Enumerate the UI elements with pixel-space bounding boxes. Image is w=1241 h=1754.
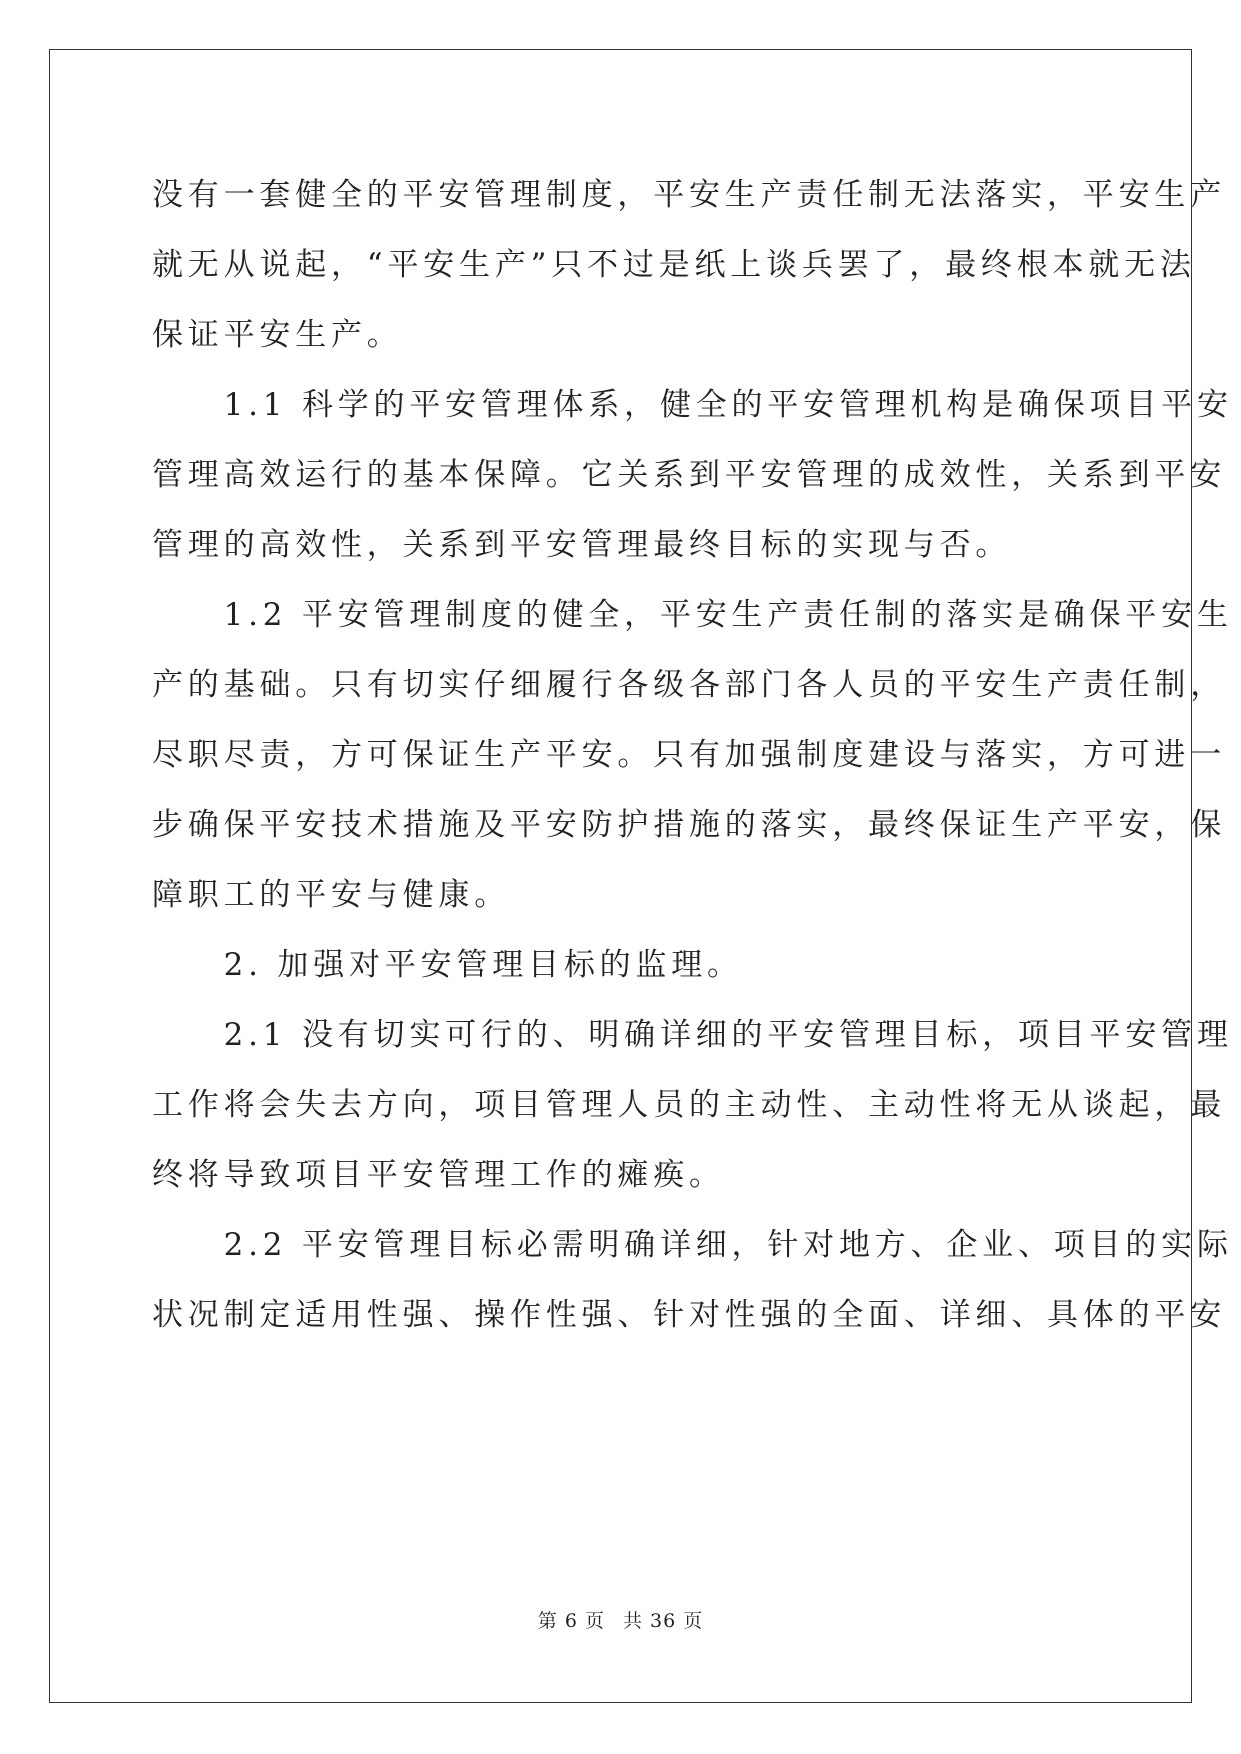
text-line: 管理的高效性，关系到平安管理最终目标的实现与否。: [152, 527, 1012, 563]
text-line: 尽职尽责，方可保证生产平安。只有加强制度建设与落实，方可进一: [152, 737, 1226, 773]
text-line: 工作将会失去方向，项目管理人员的主动性、主动性将无从谈起，最: [152, 1087, 1226, 1123]
text-line: 产的基础。只有切实仔细履行各级各部门各人员的平安生产责任制，: [152, 667, 1226, 703]
page-number: 第 6 页: [537, 1610, 605, 1632]
page-footer: [0, 1606, 1241, 1633]
text-line: 1.1 科学的平安管理体系，健全的平安管理机构是确保项目平安: [152, 387, 1233, 423]
text-line: 2. 加强对平安管理目标的监理。: [152, 947, 743, 983]
text-line: 障职工的平安与健康。: [152, 877, 510, 913]
text-line: 1.2 平安管理制度的健全，平安生产责任制的落实是确保平安生: [152, 597, 1233, 633]
text-line: 步确保平安技术措施及平安防护措施的落实，最终保证生产平安，保: [152, 807, 1226, 843]
text-line: 终将导致项目平安管理工作的瘫痪。: [152, 1157, 725, 1193]
text-line: 2.1 没有切实可行的、明确详细的平安管理目标，项目平安管理: [152, 1017, 1233, 1053]
text-line: 没有一套健全的平安管理制度，平安生产责任制无法落实，平安生产: [152, 177, 1226, 213]
text-line: 管理高效运行的基本保障。它关系到平安管理的成效性，关系到平安: [152, 457, 1226, 493]
text-line: 2.2 平安管理目标必需明确详细，针对地方、企业、项目的实际: [152, 1227, 1233, 1263]
text-line: 状况制定适用性强、操作性强、针对性强的全面、详细、具体的平安: [152, 1297, 1226, 1333]
page-total: 共 36 页: [622, 1610, 704, 1632]
text-line: 保证平安生产。: [152, 317, 403, 353]
text-line: 就无从说起，“平安生产”只不过是纸上谈兵罢了，最终根本就无法: [152, 247, 1196, 283]
document-body: [152, 160, 1233, 1350]
